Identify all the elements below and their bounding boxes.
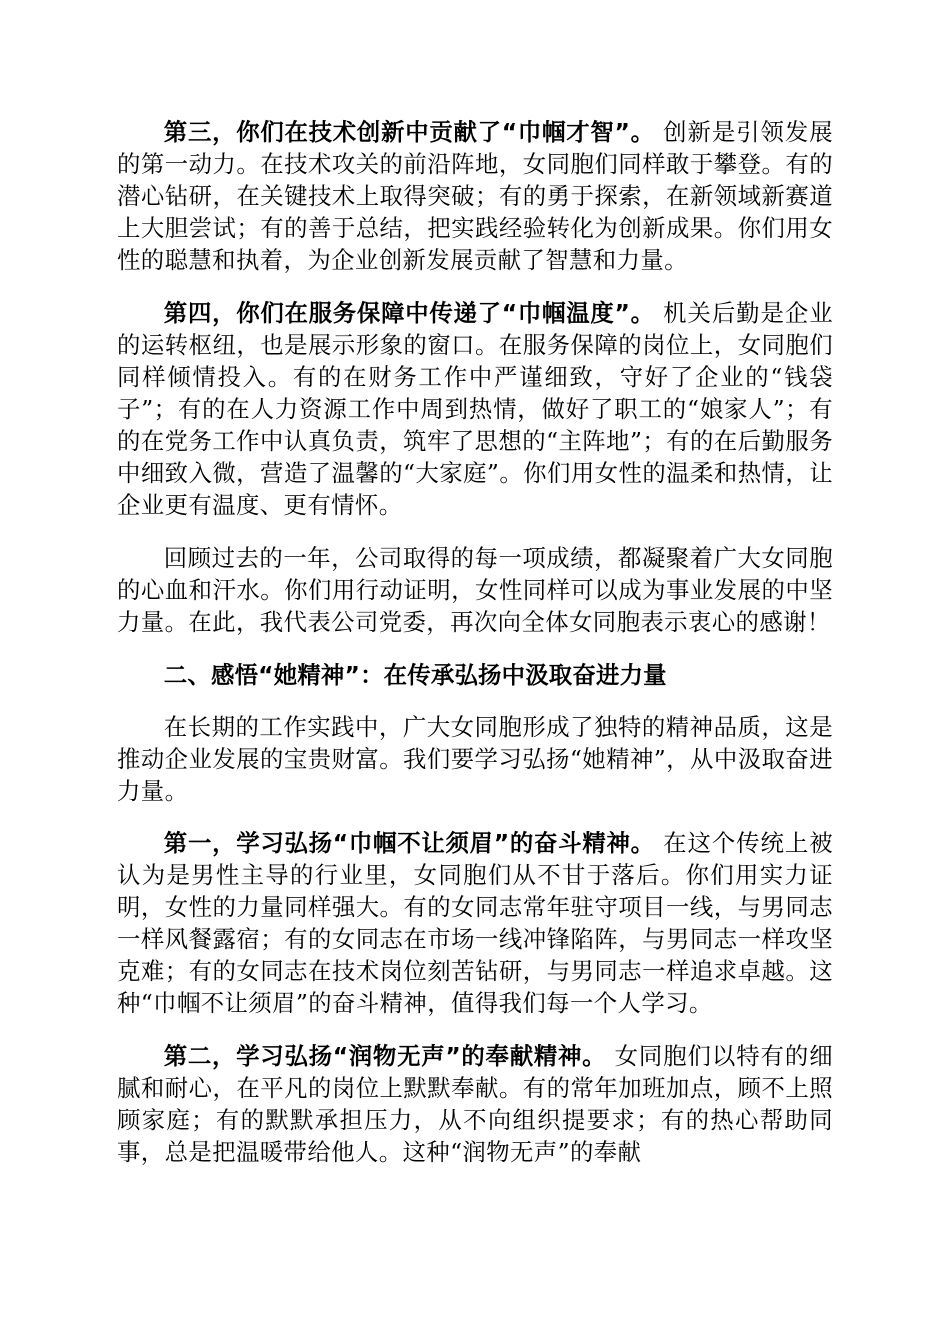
paragraph-fourth-point <box>117 297 833 521</box>
paragraph-body: 机关后勤是企业的运转枢纽，也是展示形象的窗口。在服务保障的岗位上，女同胞们同样倾情投入。有的在财务工作中严谨细致，守好了企业的“钱袋子”；有的在人力资源工作中周到热情，做好了职工的“娘家人”；有的在党务工作中认真负责，筑牢了思想的“主阵地”；有的在后勤服务中细致入微，营造了温馨的“大家庭”。你们用女性的温柔和热情，让企业更有温度、更有情怀。 <box>117 299 833 519</box>
document-page <box>117 116 833 1189</box>
paragraph-body: 创新是引领发展的第一动力。在技术攻关的前沿阵地，女同胞们同样敢于攀登。有的潜心钻研，在关键技术上取得突破；有的勇于探索，在新领域新赛道上大胆尝试；有的善于总结，把实践经验转化为创新成果。你们用女性的聪慧和执着，为企业创新发展贡献了智慧和力量。 <box>117 118 833 274</box>
section-heading: 二、感悟“她精神”：在传承弘扬中汲取奋进力量 <box>163 661 667 689</box>
paragraph-body: 在这个传统上被认为是男性主导的行业里，女同胞们从不甘于落后。你们用实力证明，女性的力量同样强大。有的女同志常年驻守项目一线，与男同志一样风餐露宿；有的女同志在市场一线冲锋陷阵，与男同志一样攻坚克难；有的女同志在技术岗位刻苦钻研，与男同志一样追求卓越。这种“巾帼不让须眉”的奋斗精神，值得我们每一个人学习。 <box>117 829 833 1017</box>
paragraph-body: 在长期的工作实践中，广大女同胞形成了独特的精神品质，这是推动企业发展的宝贵财富。我们要学习弘扬“她精神”，从中汲取奋进力量。 <box>117 713 833 805</box>
paragraph-lead: 第三，你们在技术创新中贡献了“巾帼才智”。 <box>163 118 655 146</box>
paragraph-section-intro <box>117 711 833 807</box>
paragraph-lead: 第一，学习弘扬“巾帼不让须眉”的奋斗精神。 <box>163 829 655 857</box>
paragraph-second-spirit <box>117 1040 833 1168</box>
paragraph-third-point <box>117 116 833 276</box>
paragraph-body: 女同胞们以特有的细腻和耐心，在平凡的岗位上默默奉献。有的常年加班加点，顾不上照顾家庭；有的默默承担压力，从不向组织提要求；有的热心帮助同事，总是把温暖带给他人。这种“润物无声”的奉献 <box>117 1042 833 1166</box>
paragraph-lead: 第二，学习弘扬“润物无声”的奉献精神。 <box>163 1042 607 1070</box>
paragraph-body: 回顾过去的一年，公司取得的每一项成绩，都凝聚着广大女同胞的心血和汗水。你们用行动证明，女性同样可以成为事业发展的中坚力量。在此，我代表公司党委，再次向全体女同胞表示衷心的感谢！ <box>117 544 833 636</box>
paragraph-lead: 第四，你们在服务保障中传递了“巾帼温度”。 <box>163 299 655 327</box>
paragraph-review <box>117 542 833 638</box>
paragraph-first-spirit <box>117 827 833 1019</box>
